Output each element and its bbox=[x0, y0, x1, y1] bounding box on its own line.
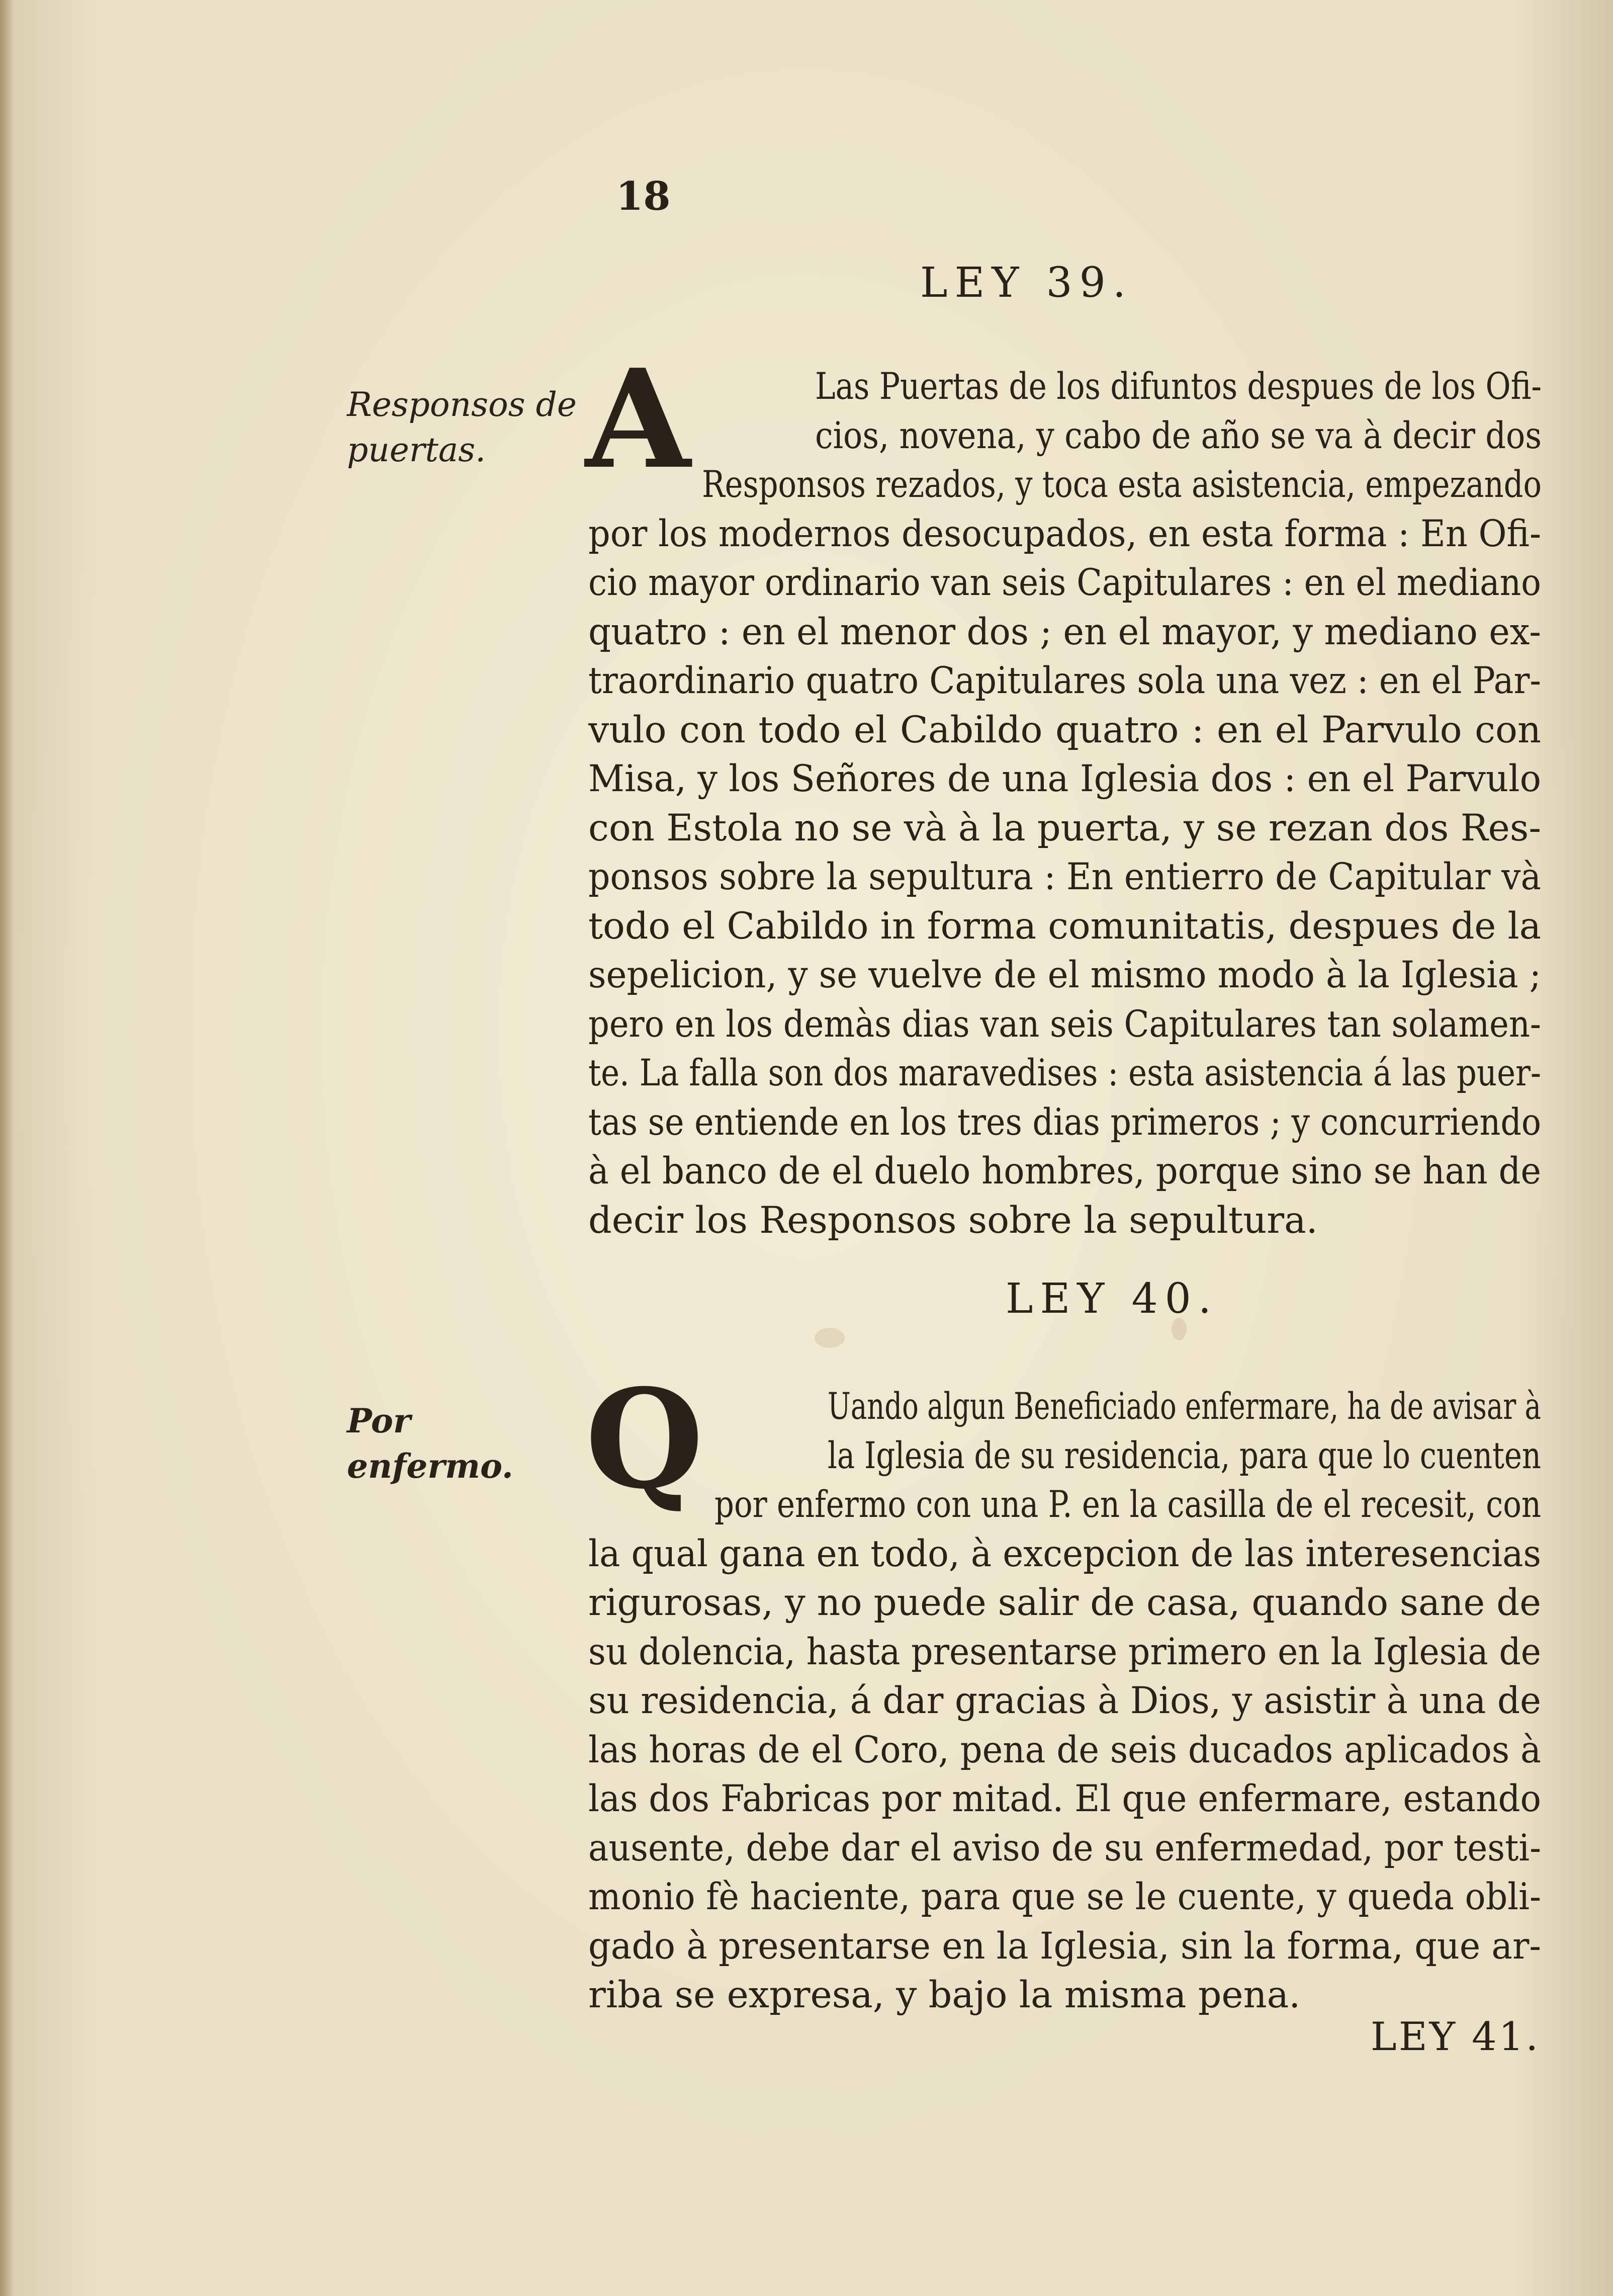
law-40-heading: LEY 40. bbox=[1006, 1275, 1218, 1323]
text-line: cios, novena, y cabo de año se va à decir dos bbox=[815, 414, 1541, 457]
law-39-text bbox=[585, 339, 1541, 1245]
text-line: por enfermo con una P. en la casilla de el recesit, con bbox=[714, 1483, 1541, 1526]
text-line: decir los Responsos sobre la sepultura. bbox=[588, 1199, 1318, 1242]
text-line: riba se expresa, y bajo la misma pena. bbox=[588, 1974, 1301, 2016]
law-39-lines bbox=[588, 362, 1541, 1245]
catchword: LEY 41. bbox=[1370, 2014, 1540, 2060]
page-edge bbox=[0, 0, 14, 2296]
paper-stain bbox=[815, 1328, 845, 1348]
text-line: Misa, y los Señores de una Iglesia dos : en el Parvulo bbox=[588, 757, 1541, 800]
law-39-margin-note: Responsos de puertas. bbox=[347, 385, 577, 469]
law-40-lines bbox=[588, 1382, 1541, 2020]
text-line: traordinario quatro Capitulares sola una vez : en el Par- bbox=[588, 659, 1541, 702]
law-40-text bbox=[585, 1359, 1541, 2020]
text-line: la Iglesia de su residencia, para que lo cuenten bbox=[828, 1434, 1541, 1477]
text-line: Uando algun Beneficiado enfermare, ha de avisar à bbox=[828, 1385, 1541, 1428]
text-line: rigurosas, y no puede salir de casa, quando sane de bbox=[588, 1581, 1541, 1624]
text-line: la qual gana en todo, à excepcion de las interesencias bbox=[588, 1532, 1541, 1575]
text-line: Responsos rezados, y toca esta asistencia, empezando bbox=[701, 463, 1541, 506]
text-line: las horas de el Coro, pena de seis ducados aplicados à bbox=[588, 1728, 1541, 1771]
page-number: 18 bbox=[616, 174, 671, 219]
text-line: vulo con todo el Cabildo quatro : en el Parvulo con bbox=[588, 708, 1541, 751]
text-line: quatro : en el menor dos ; en el mayor, y mediano ex- bbox=[588, 610, 1541, 653]
text-line: gado à presentarse en la Iglesia, sin la forma, que ar- bbox=[588, 1924, 1541, 1968]
text-line: ponsos sobre la sepultura : En entierro de Capitular và bbox=[588, 856, 1541, 898]
text-line: su residencia, á dar gracias à Dios, y asistir à una de bbox=[588, 1679, 1541, 1722]
text-line: tas se entiende en los tres dias primeros ; y concurriendo bbox=[588, 1100, 1541, 1144]
text-line: con Estola no se và à la puerta, y se rezan dos Res- bbox=[588, 806, 1541, 849]
text-line: cio mayor ordinario van seis Capitulares : en el mediano bbox=[588, 561, 1541, 604]
law-40-margin-note: Por enfermo. bbox=[347, 1401, 513, 1486]
text-line: su dolencia, hasta presentarse primero en la Iglesia de bbox=[588, 1630, 1541, 1673]
text-line: por los modernos desocupados, en esta forma : En Ofi- bbox=[588, 512, 1541, 555]
text-line: Las Puertas de los difuntos despues de los Ofi- bbox=[815, 365, 1541, 408]
text-line: à el banco de el duelo hombres, porque sino se han de bbox=[588, 1150, 1541, 1193]
text-line: ausente, debe dar el aviso de su enfermedad, por testi- bbox=[588, 1826, 1541, 1869]
law-39-heading: LEY 39. bbox=[920, 259, 1133, 307]
law-39-drop-cap: A bbox=[585, 339, 691, 499]
text-line: monio fè haciente, para que se le cuente, y queda obli- bbox=[588, 1876, 1541, 1918]
law-40-drop-cap: Q bbox=[585, 1359, 704, 1519]
text-line: sepelicion, y se vuelve de el mismo modo à la Iglesia ; bbox=[588, 954, 1541, 996]
text-line: todo el Cabildo in forma comunitatis, despues de la bbox=[588, 904, 1541, 948]
text-line: pero en los demàs dias van seis Capitulares tan solamen- bbox=[588, 1002, 1541, 1046]
text-line: las dos Fabricas por mitad. El que enfermare, estando bbox=[588, 1777, 1541, 1820]
text-line: te. La falla son dos maravedises : esta asistencia á las puer- bbox=[588, 1052, 1541, 1094]
